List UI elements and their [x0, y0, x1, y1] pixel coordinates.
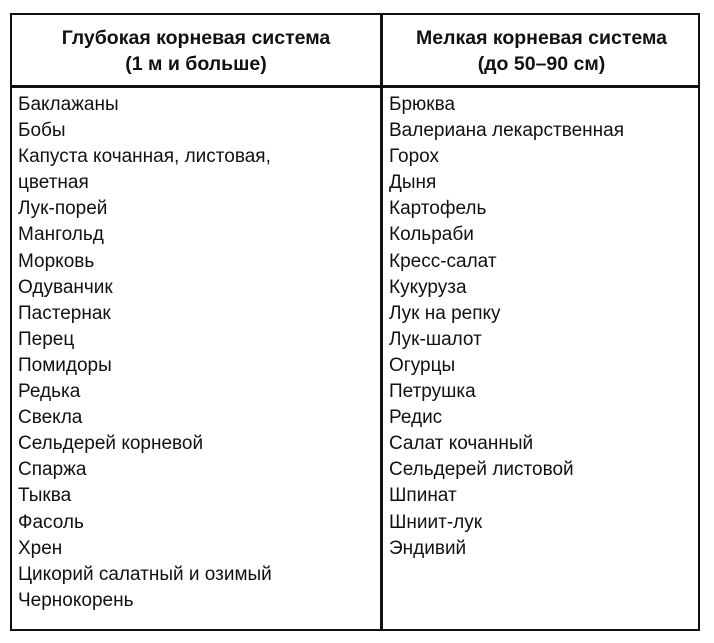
list-item: Спаржа	[18, 459, 87, 481]
list-item: Горох	[389, 146, 440, 168]
list-item: Сельдерей листовой	[389, 459, 574, 481]
list-item: Пастернак	[18, 302, 111, 324]
header-divider	[12, 85, 698, 88]
list-item: Баклажаны	[18, 94, 119, 115]
list-item: Лук на репку	[389, 302, 501, 324]
header-shallow-roots	[383, 25, 700, 77]
list-item: Одуванчик	[18, 276, 113, 298]
list-item: Морковь	[18, 250, 95, 272]
header-deep-roots	[12, 25, 380, 77]
list-item: Мангольд	[18, 224, 104, 246]
list-item: Салат кочанный	[389, 433, 534, 455]
list-item: цветная	[18, 172, 89, 194]
list-item: Бобы	[18, 120, 66, 142]
list-item: Дыня	[389, 172, 437, 194]
list-item: Шниит-лук	[389, 511, 483, 533]
list-item: Лук-порей	[18, 198, 108, 220]
list-item: Тыква	[18, 485, 72, 507]
list-item: Чернокорень	[18, 589, 134, 611]
list-item: Редька	[18, 381, 81, 403]
list-item: Огурцы	[389, 354, 456, 376]
list-item: Лук-шалот	[389, 328, 482, 350]
list-item: Перец	[18, 328, 75, 350]
list-item: Цикорий салатный и озимый	[18, 563, 272, 585]
shallow-roots-list	[389, 92, 697, 562]
header-shallow-title: Мелкая корневая система	[415, 27, 668, 49]
list-item: Брюква	[389, 94, 456, 115]
list-item: Эндивий	[389, 537, 467, 559]
list-item: Свекла	[18, 407, 83, 429]
list-item: Петрушка	[389, 381, 476, 403]
list-item: Шпинат	[389, 485, 457, 507]
list-item: Кресс-салат	[389, 250, 497, 272]
list-item: Валериана лекарственная	[389, 120, 624, 142]
header-deep-depth: (1 м и больше)	[125, 53, 267, 75]
list-item: Капуста кочанная, листовая,	[18, 146, 271, 168]
list-item: Сельдерей корневой	[18, 433, 204, 455]
root-system-table	[10, 13, 700, 631]
deep-roots-list	[18, 92, 374, 614]
list-item: Картофель	[389, 198, 487, 220]
header-deep-title: Глубокая корневая система	[61, 27, 331, 49]
header-shallow-depth: (до 50–90 см)	[477, 53, 606, 75]
list-item: Фасоль	[18, 511, 84, 533]
list-item: Помидоры	[18, 354, 112, 376]
list-item: Хрен	[18, 537, 63, 559]
list-item: Кольраби	[389, 224, 474, 246]
list-item: Редис	[389, 407, 443, 429]
column-divider	[380, 15, 383, 629]
list-item: Кукуруза	[389, 276, 467, 298]
